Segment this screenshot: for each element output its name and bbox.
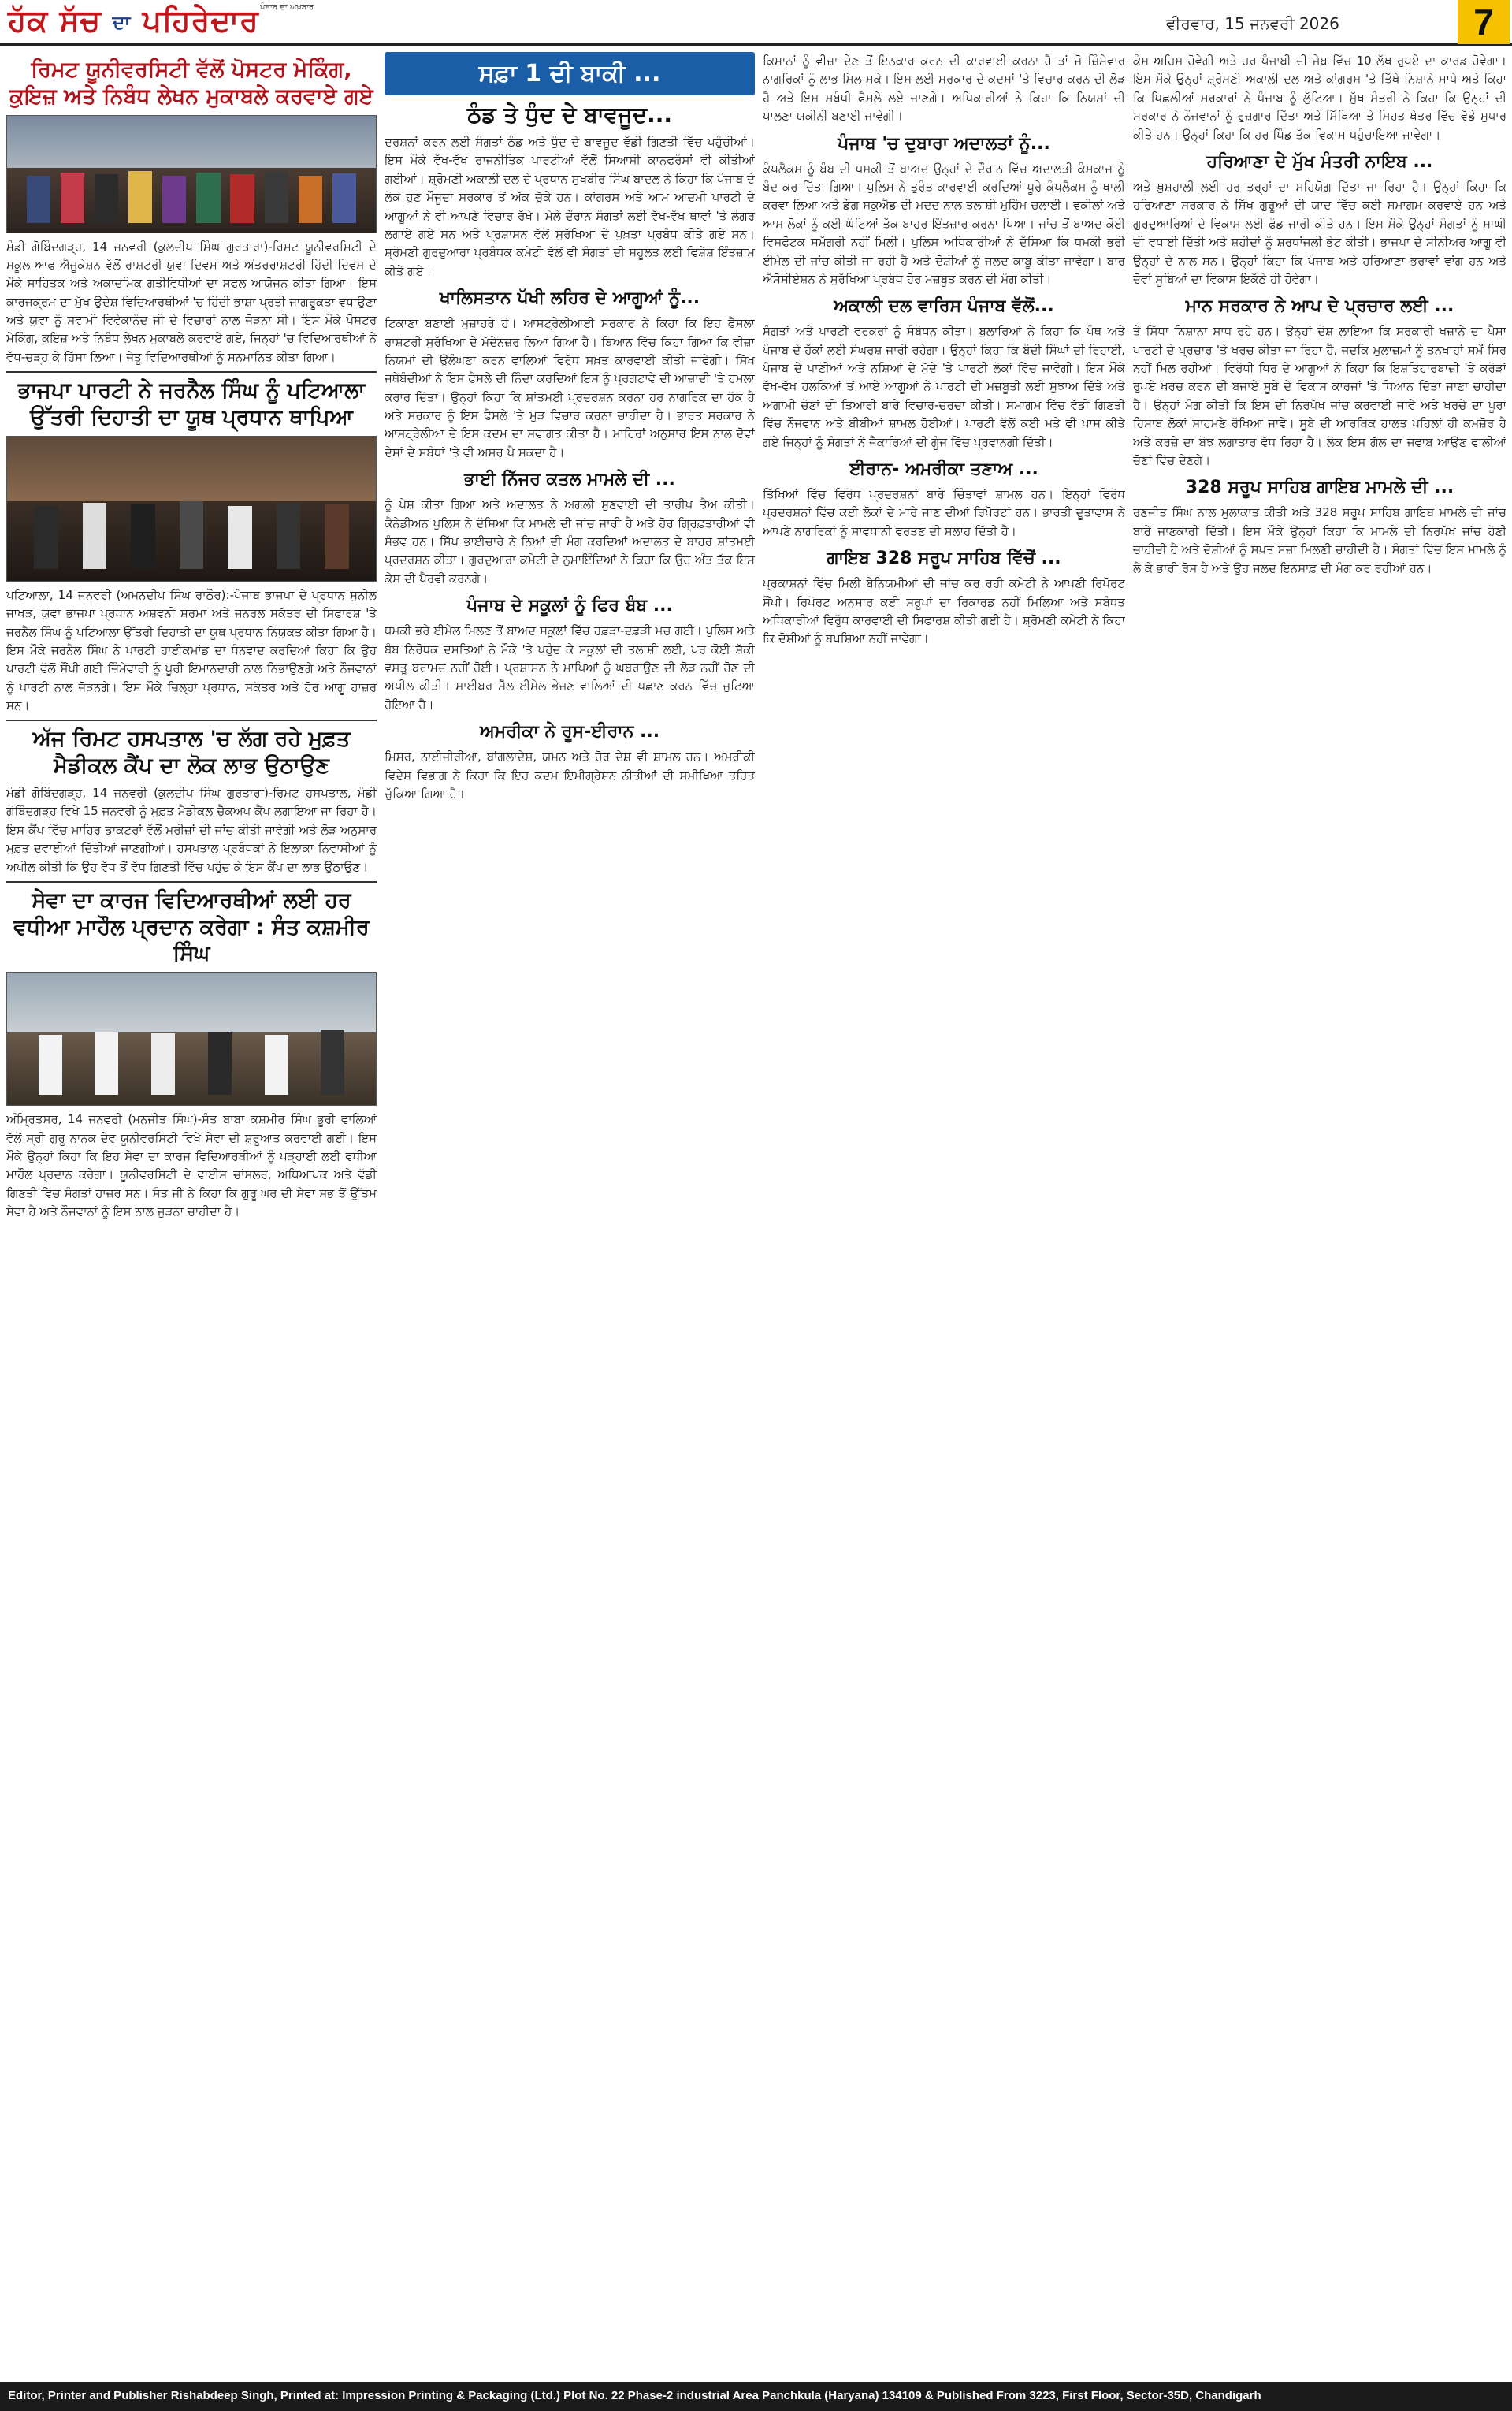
tagline: ਪੰਜਾਬ ਦਾ ਅਖ਼ਬਾਰ xyxy=(260,3,314,12)
stage-photo xyxy=(6,436,377,582)
story-bjp-youth: ਪਟਿਆਲਾ, 14 ਜਨਵਰੀ (ਅਮਨਦੀਪ ਸਿੰਘ ਰਾਠੌਰ):-ਪੰਜਾਬ ਭਾਜਪਾ ਦੇ ਪ੍ਰਧਾਨ ਸੁਨੀਲ ਜਾਖੜ, ਯੁਵਾ ਭਾਜਪਾ ਪ੍ਰਧਾਨ ਅਸ਼ਵਨੀ ਸ਼ਰਮਾ ਅਤੇ ਜਨਰਲ ਸਕੱਤਰ ਦੀ ਸਿਫਾਰਸ਼ 'ਤੇ ਜਰਨੈਲ ਸਿੰਘ ਨੂੰ ਪਟਿਆਲਾ ਉੱਤਰੀ ਦਿਹਾਤੀ ਦਾ ਯੂਥ ਪ੍ਰਧਾਨ ਨਿਯੁਕਤ ਕੀਤਾ ਗਿਆ ਹੈ। ਇਸ ਮੌਕੇ ਜਰਨੈਲ ਸਿੰਘ ਨੇ ਪਾਰਟੀ ਹਾਈਕਮਾਂਡ ਦਾ ਧੰਨਵਾਦ ਕਰਦਿਆਂ ਕਿਹਾ ਕਿ ਉਹ ਪਾਰਟੀ ਵੱਲੋਂ ਸੌਂਪੀ ਗਈ ਜ਼ਿੰਮੇਵਾਰੀ ਨੂੰ ਪੂਰੀ ਇਮਾਨਦਾਰੀ ਨਾਲ ਨਿਭਾਉਣਗੇ ਅਤੇ ਨੌਜਵਾਨਾਂ ਨੂੰ ਪਾਰਟੀ ਨਾਲ ਜੋੜਨਗੇ। ਇਸ ਮੌਕੇ ਜ਼ਿਲ੍ਹਾ ਪ੍ਰਧਾਨ, ਸਕੱਤਰ ਅਤੇ ਹੋਰ ਆਗੂ ਹਾਜ਼ਰ ਸਨ। xyxy=(6,587,377,713)
jump-head-courts: ਪੰਜਾਬ 'ਚ ਦੁਬਾਰਾ ਅਦਾਲਤਾਂ ਨੂੰ... xyxy=(838,133,1050,154)
headline-rimt-competitions: ਰਿਮਟ ਯੂਨੀਵਰਸਿਟੀ ਵੱਲੋਂ ਪੋਸਟਰ ਮੇਕਿੰਗ, ਕੁਇਜ਼ ਅਤੇ ਨਿਬੰਧ ਲੇਖਨ ਮੁਕਾਬਲੇ ਕਰਵਾਏ ਗਏ xyxy=(9,58,373,109)
headline-medical-camp: ਅੱਜ ਰਿਮਟ ਹਸਪਤਾਲ 'ਚ ਲੱਗ ਰਹੇ ਮੁਫ਼ਤ ਮੈਡੀਕਲ ਕੈਂਪ ਦਾ ਲੋਕ ਲਾਭ ਉਠਾਉਣ xyxy=(32,727,351,779)
jump-head-nijjar: ਭਾਈ ਨਿੱਜਰ ਕਤਲ ਮਾਮਲੇ ਦੀ ... xyxy=(464,470,675,490)
jump-head-haryana-cm: ਹਰਿਆਣਾ ਦੇ ਮੁੱਖ ਮੰਤਰੀ ਨਾਇਬ ... xyxy=(1206,151,1433,172)
jump-head-akali-waris: ਅਕਾਲੀ ਦਲ ਵਾਰਿਸ ਪੰਜਾਬ ਵੱਲੋਂ... xyxy=(834,296,1054,317)
jump-head-iran-us: ਈਰਾਨ- ਅਮਰੀਕਾ ਤਣਾਅ ... xyxy=(849,460,1038,480)
jump-head-school-bomb: ਪੰਜਾਬ ਦੇ ਸਕੂਲਾਂ ਨੂੰ ਫਿਰ ਬੰਬ ... xyxy=(466,596,673,616)
jump-body-328-saroop: ਪ੍ਰਕਾਸ਼ਨਾਂ ਵਿੱਚ ਮਿਲੀ ਬੇਨਿਯਮੀਆਂ ਦੀ ਜਾਂਚ ਕਰ ਰਹੀ ਕਮੇਟੀ ਨੇ ਆਪਣੀ ਰਿਪੋਰਟ ਸੌਂਪੀ। ਰਿਪੋਰਟ ਅਨੁਸਾਰ ਕਈ ਸਰੂਪਾਂ ਦਾ ਰਿਕਾਰਡ ਨਹੀਂ ਮਿਲਿਆ ਅਤੇ ਸਬੰਧਤ ਅਧਿਕਾਰੀਆਂ ਵਿਰੁੱਧ ਕਾਰਵਾਈ ਦੀ ਸਿਫਾਰਸ਼ ਕੀਤੀ ਗਈ ਹੈ। ਸ਼੍ਰੋਮਣੀ ਕਮੇਟੀ ਨੇ ਕਿਹਾ ਕਿ ਦੋਸ਼ੀਆਂ ਨੂੰ ਬਖਸ਼ਿਆ ਨਹੀਂ ਜਾਵੇਗਾ। xyxy=(763,576,1125,646)
jump-body-328-probe: ਰਣਜੀਤ ਸਿੰਘ ਨਾਲ ਮੁਲਾਕਾਤ ਕੀਤੀ ਅਤੇ 328 ਸਰੂਪ ਸਾਹਿਬ ਗਾਇਬ ਮਾਮਲੇ ਦੀ ਜਾਂਚ ਬਾਰੇ ਜਾਣਕਾਰੀ ਦਿੱਤੀ। ਇਸ ਮੌਕੇ ਉਨ੍ਹਾਂ ਕਿਹਾ ਕਿ ਮਾਮਲੇ ਦੀ ਨਿਰਪੱਖ ਜਾਂਚ ਹੋਣੀ ਚਾਹੀਦੀ ਹੈ ਅਤੇ ਦੋਸ਼ੀਆਂ ਨੂੰ ਸਖ਼ਤ ਸਜ਼ਾ ਮਿਲਣੀ ਚਾਹੀਦੀ ਹੈ। ਸੰਗਤਾਂ ਵਿੱਚ ਇਸ ਮਾਮਲੇ ਨੂੰ ਲੈ ਕੇ ਭਾਰੀ ਰੋਸ ਹੈ ਅਤੇ ਉਹ ਜਲਦ ਇਨਸਾਫ਼ ਦੀ ਮੰਗ ਕਰ ਰਹੀਆਂ ਹਨ। xyxy=(1133,505,1506,575)
jump-body-fog: ਦਰਸ਼ਨਾਂ ਕਰਨ ਲਈ ਸੰਗਤਾਂ ਠੰਡ ਅਤੇ ਧੁੰਦ ਦੇ ਬਾਵਜੂਦ ਵੱਡੀ ਗਿਣਤੀ ਵਿੱਚ ਪਹੁੰਚੀਆਂ। ਇਸ ਮੌਕੇ ਵੱਖ-ਵੱਖ ਰਾਜਨੀਤਿਕ ਪਾਰਟੀਆਂ ਵੱਲੋਂ ਸਿਆਸੀ ਕਾਨਫਰੰਸਾਂ ਵੀ ਕੀਤੀਆਂ ਗਈਆਂ। ਸ਼੍ਰੋਮਣੀ ਅਕਾਲੀ ਦਲ ਦੇ ਪ੍ਰਧਾਨ ਸੁਖਬੀਰ ਸਿੰਘ ਬਾਦਲ ਨੇ ਕਿਹਾ ਕਿ ਪੰਜਾਬ ਦੇ ਲੋਕ ਹੁਣ ਮੌਜੂਦਾ ਸਰਕਾਰ ਤੋਂ ਅੱਕ ਚੁੱਕੇ ਹਨ। ਕਾਂਗਰਸ ਅਤੇ ਆਮ ਆਦਮੀ ਪਾਰਟੀ ਦੇ ਆਗੂਆਂ ਨੇ ਵੀ ਆਪਣੇ ਵਿਚਾਰ ਰੱਖੇ। ਮੇਲੇ ਦੌਰਾਨ ਸੰਗਤਾਂ ਲਈ ਵੱਖ-ਵੱਖ ਥਾਵਾਂ 'ਤੇ ਲੰਗਰ ਲਗਾਏ ਗਏ ਸਨ ਅਤੇ ਪ੍ਰਸ਼ਾਸਨ ਵੱਲੋਂ ਸੁਰੱਖਿਆ ਦੇ ਪੁਖ਼ਤਾ ਪ੍ਰਬੰਧ ਕੀਤੇ ਗਏ ਸਨ। ਸ਼੍ਰੋਮਣੀ ਗੁਰਦੁਆਰਾ ਪ੍ਰਬੰਧਕ ਕਮੇਟੀ ਵੱਲੋਂ ਵੀ ਸੰਗਤਾਂ ਦੀ ਸਹੂਲਤ ਲਈ ਵਿਸ਼ੇਸ਼ ਇੰਤਜ਼ਾਮ ਕੀਤੇ ਗਏ। xyxy=(385,135,755,278)
masthead xyxy=(0,0,1512,46)
jump-head-mann-govt: ਮਾਨ ਸਰਕਾਰ ਨੇ ਆਪ ਦੇ ਪ੍ਰਚਾਰ ਲਈ ... xyxy=(1185,296,1454,317)
story-seva-students: ਅੰਮ੍ਰਿਤਸਰ, 14 ਜਨਵਰੀ (ਮਨਜੀਤ ਸਿੰਘ)-ਸੰਤ ਬਾਬਾ ਕਸ਼ਮੀਰ ਸਿੰਘ ਭੂਰੀ ਵਾਲਿਆਂ ਵੱਲੋਂ ਸ੍ਰੀ ਗੁਰੂ ਨਾਨਕ ਦੇਵ ਯੂਨੀਵਰਸਿਟੀ ਵਿਖੇ ਸੇਵਾ ਦੀ ਸ਼ੁਰੂਆਤ ਕਰਵਾਈ ਗਈ। ਇਸ ਮੌਕੇ ਉਨ੍ਹਾਂ ਕਿਹਾ ਕਿ ਇਹ ਸੇਵਾ ਦਾ ਕਾਰਜ ਵਿਦਿਆਰਥੀਆਂ ਨੂੰ ਪੜ੍ਹਾਈ ਲਈ ਵਧੀਆ ਮਾਹੌਲ ਪ੍ਰਦਾਨ ਕਰੇਗਾ। ਯੂਨੀਵਰਸਿਟੀ ਦੇ ਵਾਈਸ ਚਾਂਸਲਰ, ਅਧਿਆਪਕ ਅਤੇ ਵੱਡੀ ਗਿਣਤੀ ਵਿੱਚ ਸੰਗਤਾਂ ਹਾਜ਼ਰ ਸਨ। ਸੰਤ ਜੀ ਨੇ ਕਿਹਾ ਕਿ ਗੁਰੂ ਘਰ ਦੀ ਸੇਵਾ ਸਭ ਤੋਂ ਉੱਤਮ ਸੇਵਾ ਹੈ ਅਤੇ ਨੌਜਵਾਨਾਂ ਨੂੰ ਇਸ ਨਾਲ ਜੁੜਨਾ ਚਾਹੀਦਾ ਹੈ। xyxy=(6,1112,377,1219)
jump-head-328-probe: 328 ਸਰੂਪ ਸਾਹਿਬ ਗਾਇਬ ਮਾਮਲੇ ਦੀ ... xyxy=(1185,478,1454,498)
group-photo xyxy=(6,115,377,233)
column-2 xyxy=(385,52,755,2372)
page-number: 7 xyxy=(1458,0,1510,44)
jump-body-akali-waris: ਸੰਗਤਾਂ ਅਤੇ ਪਾਰਟੀ ਵਰਕਰਾਂ ਨੂੰ ਸੰਬੋਧਨ ਕੀਤਾ। ਬੁਲਾਰਿਆਂ ਨੇ ਕਿਹਾ ਕਿ ਪੰਥ ਅਤੇ ਪੰਜਾਬ ਦੇ ਹੱਕਾਂ ਲਈ ਸੰਘਰਸ਼ ਜਾਰੀ ਰਹੇਗਾ। ਉਨ੍ਹਾਂ ਕਿਹਾ ਕਿ ਬੰਦੀ ਸਿੰਘਾਂ ਦੀ ਰਿਹਾਈ, ਪੰਜਾਬ ਦੇ ਪਾਣੀਆਂ ਅਤੇ ਨਸ਼ਿਆਂ ਦੇ ਮੁੱਦੇ 'ਤੇ ਪਾਰਟੀ ਲੋਕਾਂ ਵਿੱਚ ਜਾਵੇਗੀ। ਇਸ ਮੌਕੇ ਵੱਖ-ਵੱਖ ਹਲਕਿਆਂ ਤੋਂ ਆਏ ਆਗੂਆਂ ਨੇ ਪਾਰਟੀ ਦੀ ਮਜ਼ਬੂਤੀ ਲਈ ਸੁਝਾਅ ਦਿੱਤੇ ਅਤੇ ਅਗਾਮੀ ਚੋਣਾਂ ਦੀ ਤਿਆਰੀ ਬਾਰੇ ਵਿਚਾਰ-ਚਰਚਾ ਕੀਤੀ। ਸਮਾਗਮ ਵਿੱਚ ਵੱਡੀ ਗਿਣਤੀ ਵਿੱਚ ਨੌਜਵਾਨ ਅਤੇ ਬੀਬੀਆਂ ਸ਼ਾਮਲ ਹੋਈਆਂ। ਪਾਰਟੀ ਵੱਲੋਂ ਕਈ ਮਤੇ ਵੀ ਪਾਸ ਕੀਤੇ ਗਏ ਜਿਨ੍ਹਾਂ ਨੂੰ ਸੰਗਤਾਂ ਨੇ ਜੈਕਾਰਿਆਂ ਦੀ ਗੂੰਜ ਵਿੱਚ ਪ੍ਰਵਾਨਗੀ ਦਿੱਤੀ। xyxy=(763,324,1125,449)
column-3 xyxy=(763,52,1125,2372)
lead-body-col4: ਕੰਮ ਅਹਿਮ ਹੋਵੇਗੀ ਅਤੇ ਹਰ ਪੰਜਾਬੀ ਦੀ ਜੇਬ ਵਿੱਚ 10 ਲੱਖ ਰੁਪਏ ਦਾ ਕਾਰਡ ਹੋਵੇਗਾ। ਇਸ ਮੌਕੇ ਉਨ੍ਹਾਂ ਸ਼੍ਰੋਮਣੀ ਅਕਾਲੀ ਦਲ ਅਤੇ ਕਾਂਗਰਸ 'ਤੇ ਤਿੱਖੇ ਨਿਸ਼ਾਨੇ ਸਾਧੇ ਅਤੇ ਕਿਹਾ ਕਿ ਪਿਛਲੀਆਂ ਸਰਕਾਰਾਂ ਨੇ ਪੰਜਾਬ ਨੂੰ ਲੁੱਟਿਆ। ਮੁੱਖ ਮੰਤਰੀ ਨੇ ਕਿਹਾ ਕਿ ਉਨ੍ਹਾਂ ਦੀ ਸਰਕਾਰ ਨੇ ਨੌਜਵਾਨਾਂ ਨੂੰ ਰੁਜ਼ਗਾਰ ਦਿੱਤਾ ਅਤੇ ਸਿੱਖਿਆ ਤੇ ਸਿਹਤ ਖੇਤਰ ਵਿੱਚ ਵੱਡੇ ਸੁਧਾਰ ਕੀਤੇ ਹਨ। ਉਨ੍ਹਾਂ ਕਿਹਾ ਕਿ ਹਰ ਪਿੰਡ ਤੱਕ ਵਿਕਾਸ ਪਹੁੰਚਾਇਆ ਜਾਵੇਗਾ। xyxy=(1133,54,1506,142)
jump-body-mann-govt: ਤੇ ਸਿੱਧਾ ਨਿਸ਼ਾਨਾ ਸਾਧ ਰਹੇ ਹਨ। ਉਨ੍ਹਾਂ ਦੋਸ਼ ਲਾਇਆ ਕਿ ਸਰਕਾਰੀ ਖਜ਼ਾਨੇ ਦਾ ਪੈਸਾ ਪਾਰਟੀ ਦੇ ਪ੍ਰਚਾਰ 'ਤੇ ਖਰਚ ਕੀਤਾ ਜਾ ਰਿਹਾ ਹੈ, ਜਦਕਿ ਮੁਲਾਜ਼ਮਾਂ ਨੂੰ ਤਨਖਾਹਾਂ ਸਮੇਂ ਸਿਰ ਨਹੀਂ ਮਿਲ ਰਹੀਆਂ। ਵਿਰੋਧੀ ਧਿਰ ਦੇ ਆਗੂਆਂ ਨੇ ਕਿਹਾ ਕਿ ਇਸ਼ਤਿਹਾਰਬਾਜ਼ੀ 'ਤੇ ਕਰੋੜਾਂ ਰੁਪਏ ਖਰਚ ਕਰਨ ਦੀ ਬਜਾਏ ਸੂਬੇ ਦੇ ਵਿਕਾਸ ਕਾਰਜਾਂ 'ਤੇ ਧਿਆਨ ਦਿੱਤਾ ਜਾਣਾ ਚਾਹੀਦਾ ਹੈ। ਉਨ੍ਹਾਂ ਮੰਗ ਕੀਤੀ ਕਿ ਇਸ ਦੀ ਨਿਰਪੱਖ ਜਾਂਚ ਕਰਵਾਈ ਜਾਵੇ ਅਤੇ ਖਰਚੇ ਦਾ ਪੂਰਾ ਹਿਸਾਬ ਲੋਕਾਂ ਸਾਹਮਣੇ ਰੱਖਿਆ ਜਾਵੇ। ਸੂਬੇ ਦੀ ਆਰਥਿਕ ਹਾਲਤ ਪਹਿਲਾਂ ਹੀ ਕਮਜ਼ੋਰ ਹੈ ਅਤੇ ਕਰਜ਼ੇ ਦਾ ਬੋਝ ਲਗਾਤਾਰ ਵੱਧ ਰਿਹਾ ਹੈ। ਲੋਕ ਇਸ ਗੱਲ ਦਾ ਜਵਾਬ ਆਉਣ ਵਾਲੀਆਂ ਚੋਣਾਂ ਵਿੱਚ ਦੇਣਗੇ। xyxy=(1133,324,1506,468)
newspaper-logo: ਹੱਕ ਸੱਚ ਦਾ ਪਹਿਰੇਦਾਰ xyxy=(8,3,259,38)
jump-body-khalistan: ਟਿਕਾਣਾ ਬਣਾਈ ਮੁਜ਼ਾਹਰੇ ਹੋ। ਆਸਟ੍ਰੇਲੀਆਈ ਸਰਕਾਰ ਨੇ ਕਿਹਾ ਕਿ ਇਹ ਫੈਸਲਾ ਰਾਸ਼ਟਰੀ ਸੁਰੱਖਿਆ ਦੇ ਮੱਦੇਨਜ਼ਰ ਲਿਆ ਗਿਆ ਹੈ। ਬਿਆਨ ਵਿੱਚ ਕਿਹਾ ਗਿਆ ਕਿ ਵੀਜ਼ਾ ਨਿਯਮਾਂ ਦੀ ਉਲੰਘਣਾ ਕਰਨ ਵਾਲਿਆਂ ਵਿਰੁੱਧ ਸਖ਼ਤ ਕਾਰਵਾਈ ਕੀਤੀ ਜਾਵੇਗੀ। ਸਿੱਖ ਜਥੇਬੰਦੀਆਂ ਨੇ ਇਸ ਫੈਸਲੇ ਦੀ ਨਿੰਦਾ ਕਰਦਿਆਂ ਇਸ ਨੂੰ ਪ੍ਰਗਟਾਵੇ ਦੀ ਆਜ਼ਾਦੀ 'ਤੇ ਹਮਲਾ ਕਰਾਰ ਦਿੱਤਾ। ਉਨ੍ਹਾਂ ਕਿਹਾ ਕਿ ਸ਼ਾਂਤਮਈ ਪ੍ਰਦਰਸ਼ਨ ਕਰਨਾ ਹਰ ਨਾਗਰਿਕ ਦਾ ਹੱਕ ਹੈ ਅਤੇ ਸਰਕਾਰ ਨੂੰ ਇਸ ਫੈਸਲੇ 'ਤੇ ਮੁੜ ਵਿਚਾਰ ਕਰਨਾ ਚਾਹੀਦਾ ਹੈ। ਭਾਰਤ ਸਰਕਾਰ ਨੇ ਆਸਟ੍ਰੇਲੀਆ ਦੇ ਇਸ ਕਦਮ ਦਾ ਸਵਾਗਤ ਕੀਤਾ ਹੈ। ਮਾਹਿਰਾਂ ਅਨੁਸਾਰ ਇਸ ਨਾਲ ਦੋਵਾਂ ਦੇਸ਼ਾਂ ਦੇ ਸਬੰਧਾਂ 'ਤੇ ਵੀ ਅਸਰ ਪੈ ਸਕਦਾ ਹੈ। xyxy=(385,316,755,460)
jump-body-iran-us: ਤਿੱਖਿਆਂ ਵਿੱਚ ਵਿਰੋਧ ਪ੍ਰਦਰਸ਼ਨਾਂ ਬਾਰੇ ਚਿੰਤਾਵਾਂ ਸ਼ਾਮਲ ਹਨ। ਇਨ੍ਹਾਂ ਵਿਰੋਧ ਪ੍ਰਦਰਸ਼ਨਾਂ ਵਿੱਚ ਕਈ ਲੋਕਾਂ ਦੇ ਮਾਰੇ ਜਾਣ ਦੀਆਂ ਰਿਪੋਰਟਾਂ ਹਨ। ਭਾਰਤੀ ਦੂਤਾਵਾਸ ਨੇ ਆਪਣੇ ਨਾਗਰਿਕਾਂ ਨੂੰ ਸਾਵਧਾਨੀ ਵਰਤਣ ਦੀ ਸਲਾਹ ਦਿੱਤੀ ਹੈ। xyxy=(763,487,1125,538)
story-rimt-competitions: ਮੰਡੀ ਗੋਬਿੰਦਗੜ੍ਹ, 14 ਜਨਵਰੀ (ਕੁਲਦੀਪ ਸਿੰਘ ਗੁਰਤਾਰਾ)-ਰਿਮਟ ਯੂਨੀਵਰਸਿਟੀ ਦੇ ਸਕੂਲ ਆਫ ਐਜੂਕੇਸ਼ਨ ਵੱਲੋਂ ਰਾਸ਼ਟਰੀ ਯੁਵਾ ਦਿਵਸ ਅਤੇ ਅੰਤਰਰਾਸ਼ਟਰੀ ਹਿੰਦੀ ਦਿਵਸ ਦੇ ਮੌਕੇ ਸਾਹਿਤਕ ਅਤੇ ਅਕਾਦਮਿਕ ਗਤੀਵਿਧੀਆਂ ਦਾ ਸਫਲ ਆਯੋਜਨ ਕੀਤਾ ਗਿਆ। ਇਸ ਕਾਰਜਕ੍ਰਮ ਦਾ ਮੁੱਖ ਉਦੇਸ਼ ਵਿਦਿਆਰਥੀਆਂ 'ਚ ਹਿੰਦੀ ਭਾਸ਼ਾ ਪ੍ਰਤੀ ਜਾਗਰੂਕਤਾ ਵਧਾਉਣਾ ਅਤੇ ਯੁਵਾ ਨੂੰ ਸਵਾਮੀ ਵਿਵੇਕਾਨੰਦ ਜੀ ਦੇ ਵਿਚਾਰਾਂ ਨਾਲ ਜੋੜਨਾ ਸੀ। ਇਸ ਮੌਕੇ ਪੋਸਟਰ ਮੇਕਿੰਗ, ਕੁਇਜ਼ ਅਤੇ ਨਿਬੰਧ ਲੇਖਨ ਮੁਕਾਬਲੇ ਕਰਵਾਏ ਗਏ, ਜਿਨ੍ਹਾਂ 'ਚ ਵਿਦਿਆਰਥੀਆਂ ਨੇ ਵੱਧ-ਚੜ੍ਹ ਕੇ ਹਿੱਸਾ ਲਿਆ। ਜੇਤੂ ਵਿਦਿਆਰਥੀਆਂ ਨੂੰ ਸਨਮਾਨਿਤ ਕੀਤਾ ਗਿਆ। xyxy=(6,239,377,364)
jump-body-nijjar: ਨੂੰ ਪੇਸ਼ ਕੀਤਾ ਗਿਆ ਅਤੇ ਅਦਾਲਤ ਨੇ ਅਗਲੀ ਸੁਣਵਾਈ ਦੀ ਤਾਰੀਖ਼ ਤੈਅ ਕੀਤੀ। ਕੈਨੇਡੀਅਨ ਪੁਲਿਸ ਨੇ ਦੱਸਿਆ ਕਿ ਮਾਮਲੇ ਦੀ ਜਾਂਚ ਜਾਰੀ ਹੈ ਅਤੇ ਹੋਰ ਗ੍ਰਿਫ਼ਤਾਰੀਆਂ ਵੀ ਸੰਭਵ ਹਨ। ਸਿੱਖ ਭਾਈਚਾਰੇ ਨੇ ਨਿਆਂ ਦੀ ਮੰਗ ਕਰਦਿਆਂ ਅਦਾਲਤ ਦੇ ਬਾਹਰ ਸ਼ਾਂਤਮਈ ਪ੍ਰਦਰਸ਼ਨ ਕੀਤਾ। ਗੁਰਦੁਆਰਾ ਕਮੇਟੀ ਦੇ ਨੁਮਾਇੰਦਿਆਂ ਨੇ ਕਿਹਾ ਕਿ ਉਹ ਅੰਤ ਤੱਕ ਇਸ ਕੇਸ ਦੀ ਪੈਰਵੀ ਕਰਨਗੇ। xyxy=(385,497,755,586)
continuation-banner: ਸਫ਼ਾ 1 ਦੀ ਬਾਕੀ ... xyxy=(385,52,755,95)
issue-date: ਵੀਰਵਾਰ, 15 ਜਨਵਰੀ 2026 xyxy=(1166,14,1339,33)
jump-head-fog: ਠੰਡ ਤੇ ਧੁੰਦ ਦੇ ਬਾਵਜੂਦ... xyxy=(467,102,672,128)
jump-body-school-bomb: ਧਮਕੀ ਭਰੇ ਈਮੇਲ ਮਿਲਣ ਤੋਂ ਬਾਅਦ ਸਕੂਲਾਂ ਵਿੱਚ ਹਫ਼ੜਾ-ਦਫ਼ੜੀ ਮਚ ਗਈ। ਪੁਲਿਸ ਅਤੇ ਬੰਬ ਨਿਰੋਧਕ ਦਸਤਿਆਂ ਨੇ ਮੌਕੇ 'ਤੇ ਪਹੁੰਚ ਕੇ ਸਕੂਲਾਂ ਦੀ ਤਲਾਸ਼ੀ ਲਈ, ਪਰ ਕੋਈ ਸ਼ੱਕੀ ਵਸਤੂ ਬਰਾਮਦ ਨਹੀਂ ਹੋਈ। ਪ੍ਰਸ਼ਾਸਨ ਨੇ ਮਾਪਿਆਂ ਨੂੰ ਘਬਰਾਉਣ ਦੀ ਲੋੜ ਨਹੀਂ ਹੋਣ ਦੀ ਅਪੀਲ ਕੀਤੀ। ਸਾਈਬਰ ਸੈੱਲ ਈਮੇਲ ਭੇਜਣ ਵਾਲਿਆਂ ਦੀ ਪਛਾਣ ਕਰਨ ਵਿੱਚ ਜੁਟਿਆ ਹੋਇਆ ਹੈ। xyxy=(385,623,755,712)
ceremony-photo xyxy=(6,972,377,1106)
jump-head-328-saroop: ਗਾਇਬ 328 ਸਰੂਪ ਸਾਹਿਬ ਵਿੱਚੋਂ ... xyxy=(827,549,1061,569)
jump-head-khalistan: ਖਾਲਿਸਤਾਨ ਪੱਖੀ ਲਹਿਰ ਦੇ ਆਗੂਆਂ ਨੂੰ... xyxy=(439,288,700,309)
jump-head-us-russia-iran: ਅਮਰੀਕਾ ਨੇ ਰੂਸ-ਈਰਾਨ ... xyxy=(479,722,660,742)
imprint-footer: Editor, Printer and Publisher Rishabdeep Singh, Printed at: Impression Printing & Packaging (Ltd.) Plot No. 22 Phase-2 industrial Area Panchkula (Haryana) 134109 & Published From 3223, First Floor, Sector-35D, Chandigarh xyxy=(0,2382,1512,2411)
column-4 xyxy=(1133,52,1506,2372)
jump-body-courts: ਕੰਪਲੈਕਸ ਨੂੰ ਬੰਬ ਦੀ ਧਮਕੀ ਤੋਂ ਬਾਅਦ ਉਨ੍ਹਾਂ ਦੇ ਦੌਰਾਨ ਵਿੱਚ ਅਦਾਲਤੀ ਕੰਮਕਾਜ ਨੂੰ ਬੰਦ ਕਰ ਦਿੱਤਾ ਗਿਆ। ਪੁਲਿਸ ਨੇ ਤੁਰੰਤ ਕਾਰਵਾਈ ਕਰਦਿਆਂ ਪੂਰੇ ਕੰਪਲੈਕਸ ਨੂੰ ਖਾਲੀ ਕਰਵਾ ਲਿਆ ਅਤੇ ਡੌਗ ਸਕੁਐਡ ਦੀ ਮਦਦ ਨਾਲ ਤਲਾਸ਼ੀ ਮੁਹਿੰਮ ਚਲਾਈ। ਵਕੀਲਾਂ ਅਤੇ ਆਮ ਲੋਕਾਂ ਨੂੰ ਕਈ ਘੰਟਿਆਂ ਤੱਕ ਬਾਹਰ ਇੰਤਜ਼ਾਰ ਕਰਨਾ ਪਿਆ। ਜਾਂਚ ਤੋਂ ਬਾਅਦ ਕੋਈ ਵਿਸਫੋਟਕ ਸਮੱਗਰੀ ਨਹੀਂ ਮਿਲੀ। ਪੁਲਿਸ ਅਧਿਕਾਰੀਆਂ ਨੇ ਦੱਸਿਆ ਕਿ ਧਮਕੀ ਭਰੀ ਈਮੇਲ ਦੀ ਜਾਂਚ ਕੀਤੀ ਜਾ ਰਹੀ ਹੈ ਅਤੇ ਦੋਸ਼ੀਆਂ ਨੂੰ ਜਲਦ ਕਾਬੂ ਕੀਤਾ ਜਾਵੇਗਾ। ਬਾਰ ਐਸੋਸੀਏਸ਼ਨ ਨੇ ਸੁਰੱਖਿਆ ਪ੍ਰਬੰਧ ਹੋਰ ਮਜ਼ਬੂਤ ਕਰਨ ਦੀ ਮੰਗ ਕੀਤੀ। xyxy=(763,161,1125,286)
headline-seva-students: ਸੇਵਾ ਦਾ ਕਾਰਜ ਵਿਦਿਆਰਥੀਆਂ ਲਈ ਹਰ ਵਧੀਆ ਮਾਹੌਲ ਪ੍ਰਦਾਨ ਕਰੇਗਾ : ਸੰਤ ਕਸ਼ਮੀਰ ਸਿੰਘ xyxy=(13,887,370,966)
jump-body-us-russia-iran: ਮਿਸਰ, ਨਾਈਜੀਰੀਆ, ਬਾਂਗਲਾਦੇਸ਼, ਯਮਨ ਅਤੇ ਹੋਰ ਦੇਸ਼ ਵੀ ਸ਼ਾਮਲ ਹਨ। ਅਮਰੀਕੀ ਵਿਦੇਸ਼ ਵਿਭਾਗ ਨੇ ਕਿਹਾ ਕਿ ਇਹ ਕਦਮ ਇਮੀਗ੍ਰੇਸ਼ਨ ਨੀਤੀਆਂ ਦੀ ਸਮੀਖਿਆ ਤਹਿਤ ਚੁੱਕਿਆ ਗਿਆ ਹੈ। xyxy=(385,750,755,801)
headline-bjp-youth: ਭਾਜਪਾ ਪਾਰਟੀ ਨੇ ਜਰਨੈਲ ਸਿੰਘ ਨੂੰ ਪਟਿਆਲਾ ਉੱਤਰੀ ਦਿਹਾਤੀ ਦਾ ਯੂਥ ਪ੍ਰਧਾਨ ਥਾਪਿਆ xyxy=(17,378,366,430)
lead-body-col3: ਕਿਸਾਨਾਂ ਨੂੰ ਵੀਜ਼ਾ ਦੇਣ ਤੋਂ ਇਨਕਾਰ ਕਰਨ ਦੀ ਕਾਰਵਾਈ ਕਰਨਾ ਹੈ ਤਾਂ ਜੋ ਜ਼ਿੰਮੇਵਾਰ ਨਾਗਰਿਕਾਂ ਨੂੰ ਲਾਭ ਮਿਲ ਸਕੇ। ਇਸ ਲਈ ਸਰਕਾਰ ਦੇ ਕਦਮਾਂ 'ਤੇ ਵਿਚਾਰ ਕਰਨ ਦੀ ਲੋੜ ਹੈ ਅਤੇ ਇਸ ਸਬੰਧੀ ਫੈਸਲੇ ਲਏ ਜਾਣਗੇ। ਅਧਿਕਾਰੀਆਂ ਨੇ ਕਿਹਾ ਕਿ ਨਿਯਮਾਂ ਦੀ ਪਾਲਣਾ ਯਕੀਨੀ ਬਣਾਈ ਜਾਵੇਗੀ। xyxy=(763,54,1125,124)
jump-body-haryana-cm: ਅਤੇ ਖ਼ੁਸ਼ਹਾਲੀ ਲਈ ਹਰ ਤਰ੍ਹਾਂ ਦਾ ਸਹਿਯੋਗ ਦਿੱਤਾ ਜਾ ਰਿਹਾ ਹੈ। ਉਨ੍ਹਾਂ ਕਿਹਾ ਕਿ ਹਰਿਆਣਾ ਸਰਕਾਰ ਨੇ ਸਿੱਖ ਗੁਰੂਆਂ ਦੀ ਯਾਦ ਵਿੱਚ ਕਈ ਸਮਾਗਮ ਕਰਵਾਏ ਹਨ ਅਤੇ ਗੁਰਦੁਆਰਿਆਂ ਦੇ ਵਿਕਾਸ ਲਈ ਫੰਡ ਜਾਰੀ ਕੀਤੇ ਹਨ। ਇਸ ਮੌਕੇ ਉਨ੍ਹਾਂ ਸੰਗਤਾਂ ਨੂੰ ਮਾਘੀ ਦੀ ਵਧਾਈ ਦਿੱਤੀ ਅਤੇ ਸ਼ਹੀਦਾਂ ਨੂੰ ਸ਼ਰਧਾਂਜਲੀ ਭੇਟ ਕੀਤੀ। ਭਾਜਪਾ ਦੇ ਸੀਨੀਅਰ ਆਗੂ ਵੀ ਉਨ੍ਹਾਂ ਦੇ ਨਾਲ ਸਨ। ਉਨ੍ਹਾਂ ਕਿਹਾ ਕਿ ਪੰਜਾਬ ਅਤੇ ਹਰਿਆਣਾ ਭਰਾਵਾਂ ਵਾਂਗ ਹਨ ਅਤੇ ਦੋਵਾਂ ਸੂਬਿਆਂ ਦਾ ਵਿਕਾਸ ਇਕੱਠੇ ਹੀ ਹੋਵੇਗਾ। xyxy=(1133,179,1506,286)
story-medical-camp: ਮੰਡੀ ਗੋਬਿੰਦਗੜ੍ਹ, 14 ਜਨਵਰੀ (ਕੁਲਦੀਪ ਸਿੰਘ ਗੁਰਤਾਰਾ)-ਰਿਮਟ ਹਸਪਤਾਲ, ਮੰਡੀ ਗੋਬਿੰਦਗੜ੍ਹ ਵਿਖੇ 15 ਜਨਵਰੀ ਨੂੰ ਮੁਫ਼ਤ ਮੈਡੀਕਲ ਚੈੱਕਅਪ ਕੈਂਪ ਲਗਾਇਆ ਜਾ ਰਿਹਾ ਹੈ। ਇਸ ਕੈਂਪ ਵਿੱਚ ਮਾਹਿਰ ਡਾਕਟਰਾਂ ਵੱਲੋਂ ਮਰੀਜ਼ਾਂ ਦੀ ਜਾਂਚ ਕੀਤੀ ਜਾਵੇਗੀ ਅਤੇ ਲੋੜ ਅਨੁਸਾਰ ਮੁਫ਼ਤ ਦਵਾਈਆਂ ਦਿੱਤੀਆਂ ਜਾਣਗੀਆਂ। ਹਸਪਤਾਲ ਪ੍ਰਬੰਧਕਾਂ ਨੇ ਇਲਾਕਾ ਨਿਵਾਸੀਆਂ ਨੂੰ ਅਪੀਲ ਕੀਤੀ ਕਿ ਉਹ ਵੱਧ ਤੋਂ ਵੱਧ ਗਿਣਤੀ ਵਿੱਚ ਪਹੁੰਚ ਕੇ ਇਸ ਕੈਂਪ ਦਾ ਲਾਭ ਉਠਾਉਣ। xyxy=(6,785,377,874)
column-1 xyxy=(6,52,377,2372)
